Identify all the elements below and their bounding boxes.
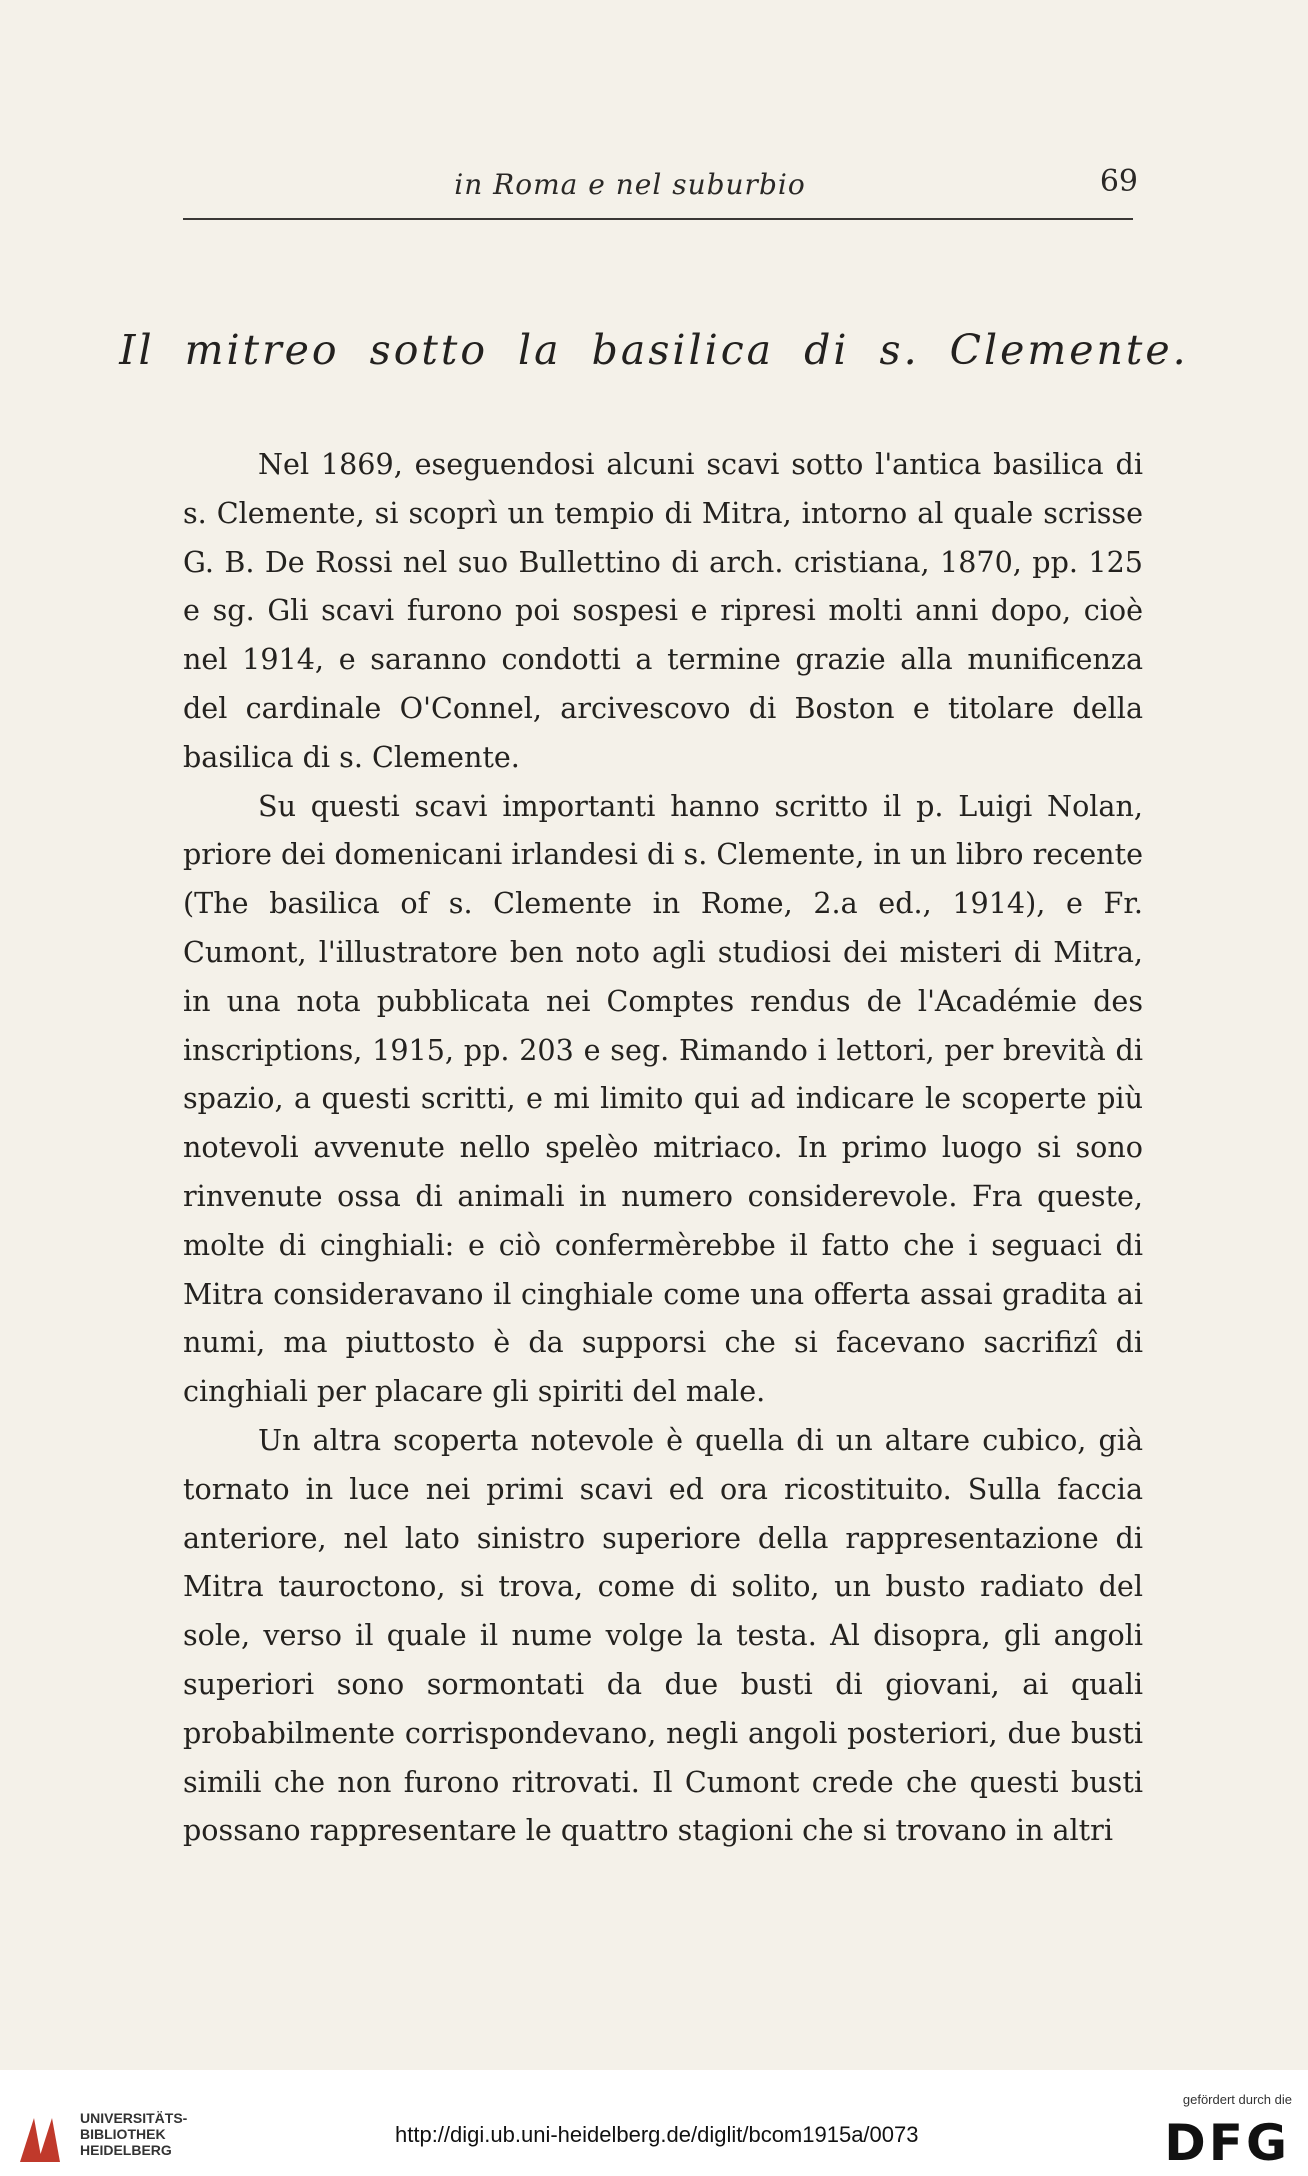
running-head [0,164,1308,208]
running-title: in Roma e nel suburbio [454,168,806,201]
chapter-title: Il mitreo sotto la basilica di s. Clemente. [119,326,1189,374]
paragraph: Nel 1869, eseguendosi alcuni scavi sotto l'antica basilica di s. Clemente, si scoprì un tempio di Mitra, intorno al quale scrisse G. B. De Rossi nel suo Bullettino di arch. cristiana, 1870, pp. 125 e sg. Gli scavi furono poi sospesi e ripresi molti anni dopo, cioè nel 1914, e saranno condotti a termine grazie alla munificenza del cardinale O'Connel, arcivescovo di Boston e titolare della basilica di s. Clemente. [183,447,1143,774]
sponsor-label: gefördert durch die [1182,2092,1292,2107]
footer-bar [0,2070,1308,2176]
page-number: 69 [1099,164,1138,199]
paragraph: Un altra scoperta notevole è quella di un altare cubico, già tornato in luce nei primi scavi ed ora ricostituito. Sulla faccia anteriore, nel lato sinistro superiore della rappresentazione di Mitra tauroctono, si trova, come di solito, un busto radiato del sole, verso il quale il nume volge la testa. Al disopra, gli angoli superiori sono sormontati da due busti di giovani, ai quali probabilmente corrispondevano, negli angoli posteriori, due busti simili che non furono ritrovati. Il Cumont crede che questi busti possano rappresentare le quattro stagioni che si trovano in altri [183,1422,1143,1848]
body-text [183,440,1143,1855]
paragraph: Su questi scavi importanti hanno scritto il p. Luigi Nolan, priore dei domenicani irlandesi di s. Clemente, in un libro recente (The basilica of s. Clemente in Rome, 2.a ed., 1914), e Fr. Cumont, l'illustratore ben noto agli studiosi dei misteri di Mitra, in una nota pubblicata nei Comptes rendus de l'Académie des inscriptions, 1915, pp. 203 e seg. Rimando i lettori, per brevità di spazio, a questi scritti, e mi limito qui ad indicare le scoperte più notevoli avvenute nello spelèo mitriaco. In primo luogo si sono rinvenute ossa di animali in numero considerevole. Fra queste, molte di cinghiali: e ciò confermèrebbe il fatto che i seguaci di Mitra consideravano il cinghiale come una offerta assai gradita ai numi, ma piuttosto è da supporsi che si facevano sacrifizî di cinghiali per placare gli spiriti del male. [183,788,1143,1409]
library-name: UNIVERSITÄTS- BIBLIOTHEK HEIDELBERG [80,2110,188,2158]
digitization-url-link[interactable]: http://digi.ub.uni-heidelberg.de/diglit/bcom1915a/0073 [395,2122,919,2147]
header-rule [183,218,1133,220]
dfg-logo: DFG [1164,2114,1290,2172]
university-library-logo-icon [12,2110,72,2170]
